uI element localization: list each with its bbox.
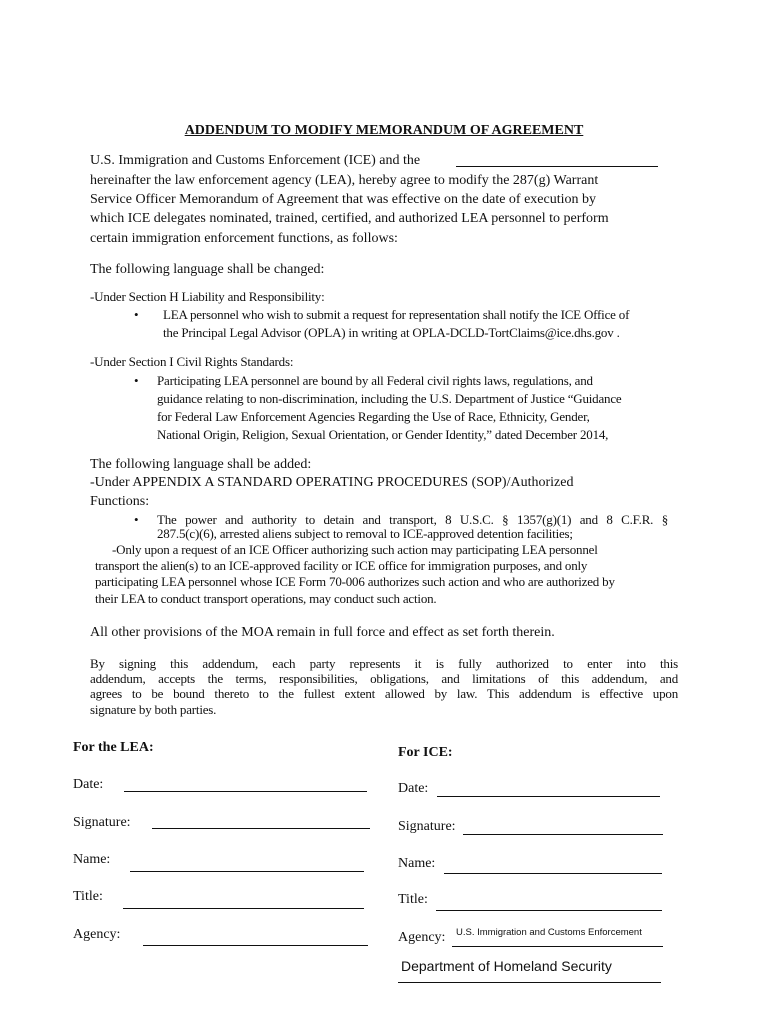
bullet-icon: •: [134, 373, 139, 388]
ice-agency-field[interactable]: [452, 946, 663, 947]
ice-department-value: Department of Homeland Security: [401, 958, 612, 974]
lea-date-label: Date:: [73, 777, 104, 792]
intro-line-1: U.S. Immigration and Customs Enforcement (ICE) and the: [90, 153, 421, 168]
bullet-icon: •: [134, 307, 139, 322]
section-i-line-1: Participating LEA personnel are bound by all Federal civil rights laws, regulations, and: [157, 373, 593, 388]
ice-signature-label: Signature:: [398, 819, 456, 834]
lea-title-label: Title:: [73, 889, 103, 904]
ice-name-label: Name:: [398, 856, 436, 871]
lea-signature-field[interactable]: [152, 828, 370, 829]
signing-line-1: By signing this addendum, each party represents it is fully authorized to enter into this: [90, 656, 678, 671]
lea-title-field[interactable]: [123, 908, 364, 909]
transport-para-line-3: participating LEA personnel whose ICE Form 70-006 authorizes such action and who are authorized by: [95, 574, 615, 589]
section-i-line-4: National Origin, Religion, Sexual Orientation, or Gender Identity,” dated December 2014,: [157, 427, 609, 442]
ice-agency-label: Agency:: [398, 930, 446, 945]
ice-date-label: Date:: [398, 781, 429, 796]
lea-name-field[interactable]: [130, 871, 364, 872]
lea-date-field[interactable]: [124, 791, 367, 792]
intro-line-5: certain immigration enforcement functions, as follows:: [90, 231, 398, 246]
transport-para-line-1: -Only upon a request of an ICE Officer authorizing such action may participating LEA personnel: [112, 542, 598, 557]
signing-line-4: signature by both parties.: [90, 702, 217, 717]
signing-line-2: addendum, accepts the terms, responsibilities, obligations, and limitations of this addendum, and: [90, 671, 678, 686]
intro-line-3: Service Officer Memorandum of Agreement that was effective on the date of execution by: [90, 192, 597, 207]
lea-name-label: Name:: [73, 852, 111, 867]
lea-name-blank[interactable]: [456, 166, 658, 167]
bullet-icon: •: [134, 512, 139, 527]
transport-para-line-4: their LEA to conduct transport operations, may conduct such action.: [95, 591, 437, 606]
document-title: ADDENDUM TO MODIFY MEMORANDUM OF AGREEMENT: [184, 123, 584, 138]
ice-department-field[interactable]: [398, 982, 661, 983]
ice-title-field[interactable]: [436, 910, 662, 911]
transport-para-line-2: transport the alien(s) to an ICE-approved facility or ICE office for immigration purposes, and only: [95, 558, 588, 573]
appendix-line-2: Functions:: [90, 494, 150, 509]
ice-title-label: Title:: [398, 892, 428, 907]
section-h-heading: -Under Section H Liability and Responsibility:: [90, 289, 325, 304]
lea-agency-field[interactable]: [143, 945, 368, 946]
lea-agency-label: Agency:: [73, 927, 121, 942]
ice-name-field[interactable]: [444, 873, 662, 874]
ice-agency-value: U.S. Immigration and Customs Enforcement: [456, 927, 642, 938]
ice-date-field[interactable]: [437, 796, 660, 797]
added-heading: The following language shall be added:: [90, 457, 312, 472]
lea-signature-label: Signature:: [73, 815, 131, 830]
changed-heading: The following language shall be changed:: [90, 262, 325, 277]
intro-line-4: which ICE delegates nominated, trained, certified, and authorized LEA personnel to perform: [90, 211, 609, 226]
section-h-line-2: the Principal Legal Advisor (OPLA) in writing at OPLA-DCLD-TortClaims@ice.dhs.gov .: [163, 325, 620, 340]
section-i-line-2: guidance relating to non-discrimination, including the U.S. Department of Justice “Guidance: [157, 391, 622, 406]
transport-bullet-line-1: The power and authority to detain and transport, 8 U.S.C. § 1357(g)(1) and 8 C.F.R. §: [157, 512, 668, 527]
transport-bullet-line-2: 287.5(c)(6), arrested aliens subject to removal to ICE-approved detention facilities;: [157, 526, 573, 541]
section-i-heading: -Under Section I Civil Rights Standards:: [90, 354, 294, 369]
signing-line-3: agrees to be bound thereto to the fullest extent allowed by law. This addendum is effective upon: [90, 686, 678, 701]
intro-line-2: hereinafter the law enforcement agency (LEA), hereby agree to modify the 287(g) Warrant: [90, 173, 599, 188]
ice-block-heading: For ICE:: [398, 745, 453, 760]
section-h-line-1: LEA personnel who wish to submit a request for representation shall notify the ICE Office of: [163, 307, 630, 322]
ice-signature-field[interactable]: [463, 834, 663, 835]
all-other-provisions: All other provisions of the MOA remain in full force and effect as set forth therein.: [90, 625, 555, 640]
section-i-line-3: for Federal Law Enforcement Agencies Regarding the Use of Race, Ethnicity, Gender,: [157, 409, 590, 424]
appendix-line-1: -Under APPENDIX A STANDARD OPERATING PROCEDURES (SOP)/Authorized: [90, 475, 574, 490]
lea-block-heading: For the LEA:: [73, 740, 154, 755]
